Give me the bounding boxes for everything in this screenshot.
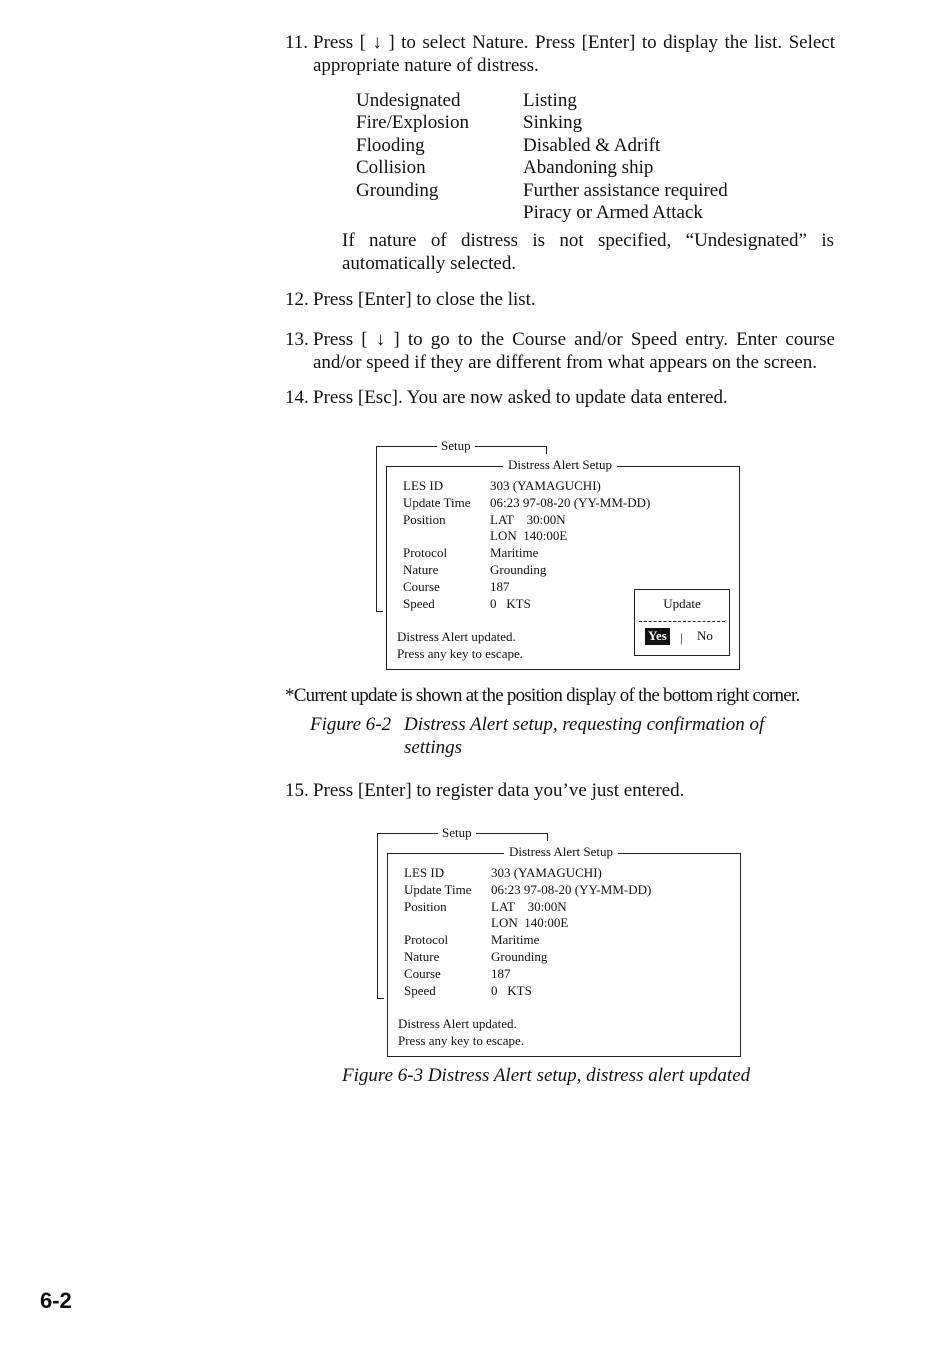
no-button[interactable]: No bbox=[697, 628, 713, 643]
list-item: Grounding bbox=[356, 179, 439, 201]
step-text: Press [Enter] to close the list. bbox=[313, 289, 536, 310]
list-item: Disabled & Adrift bbox=[523, 134, 661, 156]
figure-label: Figure 6-2 bbox=[310, 714, 392, 735]
box-title: Distress Alert Setup bbox=[504, 844, 618, 861]
step-15 bbox=[285, 780, 835, 803]
step-number: 11. bbox=[285, 32, 309, 53]
figure-text: Distress Alert setup, requesting confirmation of settings bbox=[404, 714, 765, 758]
setup-label: Setup bbox=[438, 825, 476, 842]
list-item: Listing bbox=[523, 90, 577, 111]
update-dialog bbox=[634, 589, 730, 656]
nature-note: If nature of distress is not specified, “Undesignated” is automatically selected. bbox=[342, 230, 834, 274]
distress-alert-setup-box: Distress Alert Setup LES ID 303 (YAMAGUCHI) Update Time 06:23 97-08-20 (YY-MM-DD) Position LAT 30:00N LON 140:00E Protocol Maritime Nature Grounding Course 187 Speed 0 KTS Distress Alert updated. Press any key to escape. Update Yes | No bbox=[386, 466, 740, 670]
list-item: Fire/Explosion bbox=[356, 112, 469, 134]
list-item: Abandoning ship bbox=[523, 157, 654, 179]
step-number: 15. bbox=[285, 780, 309, 801]
nature-column-1 bbox=[356, 90, 469, 202]
step-text: Press [ ↓ ] to select Nature. Press [Enter] to display the list. Select appropriate nature of distress. bbox=[313, 32, 835, 76]
step-number: 13. bbox=[285, 329, 309, 350]
footnote: *Current update is shown at the position display of the bottom right corner. bbox=[285, 685, 800, 706]
update-title: Update bbox=[663, 596, 701, 611]
step-text: Press [ ↓ ] to go to the Course and/or Speed entry. Enter course and/or speed if they are different from what appears on the screen. bbox=[313, 329, 835, 373]
list-item: Further assistance required bbox=[523, 179, 728, 201]
distress-alert-screen-confirm bbox=[376, 438, 846, 686]
box-title: Distress Alert Setup bbox=[503, 457, 617, 474]
nature-column-2 bbox=[523, 90, 728, 224]
step-number: 12. bbox=[285, 289, 309, 310]
distress-alert-screen-updated bbox=[377, 825, 847, 1073]
status-message: Distress Alert updated. Press any key to escape. bbox=[398, 1016, 524, 1048]
list-item: Sinking bbox=[523, 112, 583, 134]
step-text: Press [Esc]. You are now asked to update data entered. bbox=[313, 387, 728, 408]
yes-button[interactable]: Yes bbox=[645, 628, 670, 645]
list-item: Flooding bbox=[356, 134, 425, 156]
step-13 bbox=[285, 329, 835, 374]
distress-alert-setup-box: Distress Alert Setup LES ID 303 (YAMAGUCHI) Update Time 06:23 97-08-20 (YY-MM-DD) Position LAT 30:00N LON 140:00E Protocol Maritime Nature Grounding Course 187 Speed 0 KTS Distress Alert updated. Press any key to escape. bbox=[387, 853, 741, 1057]
figure-6-3-caption: Figure 6-3 Distress Alert setup, distress alert updated bbox=[342, 1065, 751, 1086]
setup-label: Setup bbox=[437, 438, 475, 455]
page-number: 6-2 bbox=[40, 1288, 72, 1313]
status-message: Distress Alert updated. Press any key to escape. bbox=[397, 629, 523, 661]
list-item: Undesignated bbox=[356, 90, 461, 111]
option-separator: | bbox=[680, 630, 683, 645]
step-number: 14. bbox=[285, 387, 309, 408]
list-item: Piracy or Armed Attack bbox=[523, 202, 703, 224]
step-12 bbox=[285, 289, 835, 312]
list-item: Collision bbox=[356, 157, 426, 179]
step-14 bbox=[285, 387, 835, 410]
step-11 bbox=[285, 32, 835, 77]
step-text: Press [Enter] to register data you’ve just entered. bbox=[313, 780, 685, 801]
